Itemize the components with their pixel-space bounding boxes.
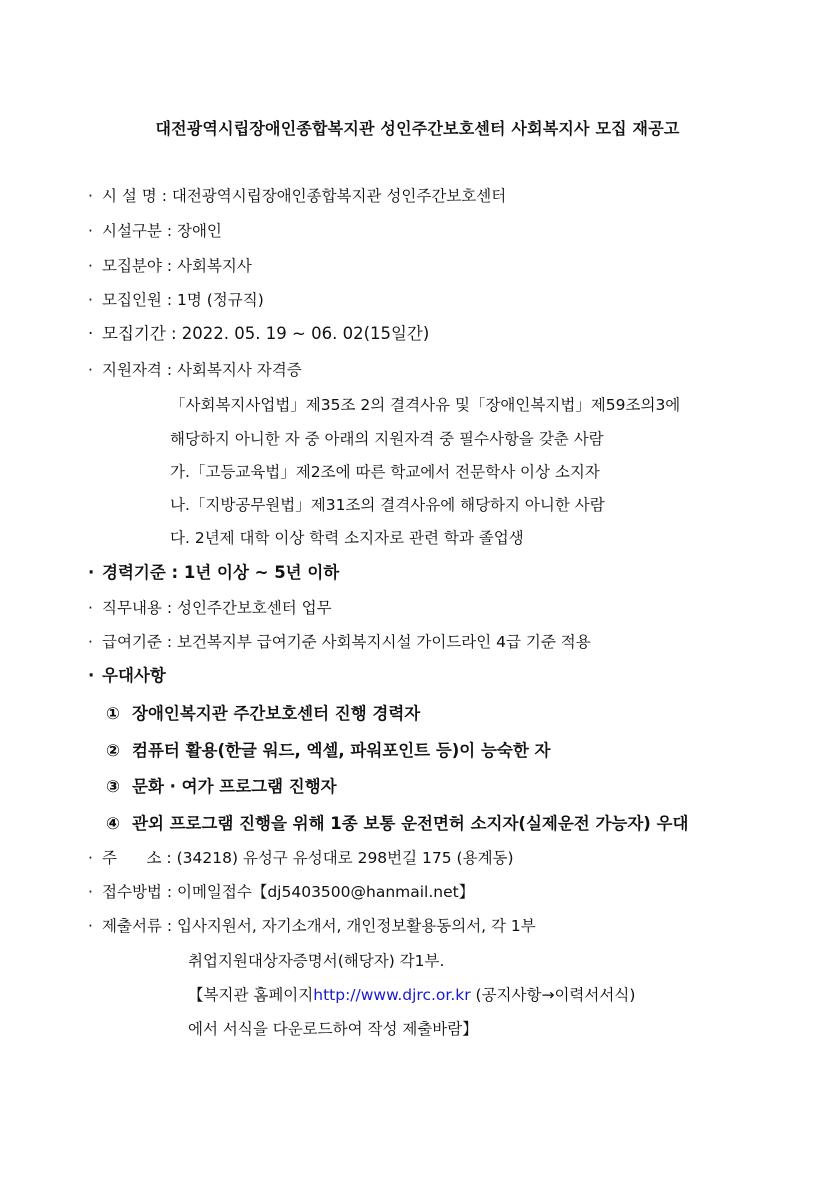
preference-item	[106, 703, 420, 725]
preference-text: 관외 프로그램 진행을 위해 1종 보통 운전면허 소지자(실제운전 가능자) 우대	[132, 814, 689, 833]
qualification-detail-1: 「사회복지사업법」제35조 2의 결격사유 및「장애인복지법」제59조의3에	[170, 396, 681, 414]
preference-row	[88, 666, 166, 686]
bullet: ·	[88, 849, 93, 867]
homepage-prefix: 【복지관 홈페이지	[188, 986, 314, 1004]
qualification-row	[88, 360, 302, 380]
preference-heading: 우대사항	[102, 666, 166, 685]
qualification-detail-3: 가.「고등교육법」제2조에 따른 학교에서 전문학사 이상 소지자	[170, 463, 600, 481]
bullet: ·	[88, 917, 93, 935]
salary-row	[88, 632, 591, 652]
preference-number: ①	[106, 704, 120, 723]
field-text: 모집분야 : 사회복지사	[102, 257, 252, 275]
bullet: ·	[88, 187, 93, 205]
bullet: ·	[88, 324, 94, 343]
facility-row	[88, 186, 506, 206]
documents-detail-2	[188, 985, 635, 1005]
preference-number: ④	[106, 814, 120, 833]
experience-row	[88, 563, 339, 583]
bullet: ·	[88, 291, 93, 309]
bullet: ·	[88, 361, 93, 379]
bullet: ·	[88, 563, 95, 582]
category-row	[88, 221, 222, 241]
address-text: 주 소 : (34218) 유성구 유성대로 298번길 175 (용계동)	[102, 849, 514, 867]
preference-item	[106, 776, 337, 798]
preference-text: 장애인복지관 주간보호센터 진행 경력자	[132, 704, 421, 723]
experience-text: 경력기준 : 1년 이상 ~ 5년 이하	[102, 563, 340, 582]
bullet: ·	[88, 633, 93, 651]
headcount-row	[88, 290, 264, 310]
bullet: ·	[88, 599, 93, 617]
field-row	[88, 256, 252, 276]
period-text: 모집기간 : 2022. 05. 19 ~ 06. 02(15일간)	[102, 324, 430, 343]
homepage-link[interactable]: http://www.djrc.or.kr	[313, 986, 471, 1004]
bullet: ·	[88, 883, 93, 901]
preference-item	[106, 813, 688, 835]
qualification-text: 지원자격 : 사회복지사 자격증	[102, 361, 302, 379]
preference-number: ③	[106, 777, 120, 796]
documents-detail-1: 취업지원대상자증명서(해당자) 각1부.	[188, 952, 445, 970]
category-text: 시설구분 : 장애인	[102, 222, 222, 240]
duty-row	[88, 598, 332, 618]
method-row	[88, 882, 474, 902]
documents-detail-3: 에서 서식을 다운로드하여 작성 제출바람】	[188, 1020, 478, 1038]
preference-item	[106, 740, 551, 762]
preference-text: 문화 · 여가 프로그램 진행자	[132, 777, 337, 796]
headcount-text: 모집인원 : 1명 (정규직)	[102, 291, 264, 309]
duty-text: 직무내용 : 성인주간보호센터 업무	[102, 599, 332, 617]
preference-text: 컴퓨터 활용(한글 워드, 엑셀, 파워포인트 등)이 능숙한 자	[132, 741, 551, 760]
address-row	[88, 848, 514, 868]
documents-row	[88, 916, 536, 936]
method-text: 접수방법 : 이메일접수【dj5403500@hanmail.net】	[102, 883, 475, 901]
qualification-detail-5: 다. 2년제 대학 이상 학력 소지자로 관련 학과 졸업생	[170, 529, 524, 547]
qualification-detail-4: 나.「지방공무원법」제31조의 결격사유에 해당하지 아니한 사람	[170, 496, 605, 514]
bullet: ·	[88, 666, 95, 685]
period-row	[88, 324, 429, 344]
page-title: 대전광역시립장애인종합복지관 성인주간보호센터 사회복지사 모집 재공고	[155, 119, 680, 138]
documents-text: 제출서류 : 입사지원서, 자기소개서, 개인정보활용동의서, 각 1부	[102, 917, 536, 935]
homepage-suffix: (공지사항→이력서서식)	[470, 986, 636, 1004]
bullet: ·	[88, 257, 93, 275]
salary-text: 급여기준 : 보건복지부 급여기준 사회복지시설 가이드라인 4급 기준 적용	[102, 633, 591, 651]
bullet: ·	[88, 222, 93, 240]
preference-number: ②	[106, 741, 120, 760]
qualification-detail-2: 해당하지 아니한 자 중 아래의 지원자격 중 필수사항을 갖춘 사람	[170, 430, 604, 448]
facility-text: 시 설 명 : 대전광역시립장애인종합복지관 성인주간보호센터	[102, 187, 507, 205]
